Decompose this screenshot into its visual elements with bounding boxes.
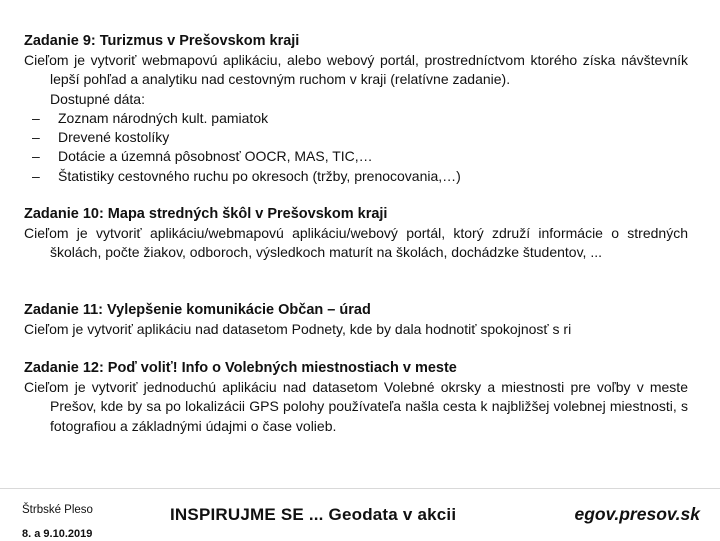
list-item: – Štatistiky cestovného ruchu po okresoch (tržby, prenocovania,…) bbox=[32, 167, 461, 184]
task-11 bbox=[24, 301, 688, 339]
list-item-text: Zoznam národných kult. pamiatok bbox=[58, 109, 269, 126]
task-11-title: Zadanie 11: Vylepšenie komunikácie Občan – úrad bbox=[24, 302, 371, 318]
list-item: – Drevené kostolíky bbox=[32, 129, 170, 146]
task-9-title: Zadanie 9: Turizmus v Prešovskom kraji bbox=[24, 33, 300, 49]
task-9-data-label: Dostupné dáta: bbox=[50, 90, 145, 107]
footer-slogan: INSPIRUJME SE ... Geodata v akcii bbox=[170, 505, 457, 524]
footer-location: Štrbské Pleso bbox=[22, 504, 93, 516]
footer-divider bbox=[0, 488, 720, 489]
task-12-title: Zadanie 12: Poď voliť! Info o Volebných miestnostiach v meste bbox=[24, 360, 457, 376]
task-11-body: Cieľom je vytvoriť aplikáciu nad datasetom Podnety, kde by dala hodnotiť spokojnosť s ri bbox=[24, 321, 572, 337]
task-10-body: Cieľom je vytvoriť aplikáciu/webmapovú aplikáciu/webový portál, ktorý združí informácie o stredných školách, počte žiakov, odboroch, výsledkoch maturít na školách, dochádzke študentov, ... bbox=[24, 225, 688, 261]
footer-event bbox=[22, 503, 93, 541]
list-item-text: Drevené kostolíky bbox=[58, 129, 170, 146]
list-item-text: Štatistiky cestovného ruchu po okresoch (tržby, prenocovania,…) bbox=[58, 167, 461, 184]
task-12 bbox=[24, 359, 688, 436]
footer-website: egov.presov.sk bbox=[574, 504, 700, 524]
task-9 bbox=[24, 32, 688, 186]
list-item: – Dotácie a územná pôsobnosť OOCR, MAS, TIC,… bbox=[32, 148, 373, 165]
task-12-body: Cieľom je vytvoriť jednoduchú aplikáciu nad datasetom Volebné okrsky a miestnosti pre voľby v meste Prešov, kde by sa po lokalizácii GPS polohy používateľa našla cesta k najbližšej volebnej miestnosti, s fotografiou a základnými údajmi o čase volieb. bbox=[24, 379, 688, 434]
footer-dates: 8. a 9.10.2019 bbox=[22, 528, 93, 540]
task-9-body: Cieľom je vytvoriť webmapovú aplikáciu, alebo webový portál, prostredníctvom ktorého získa návštevník lepší pohľad a analytiku nad cestovným ruchom v kraji (relatívne zadanie). bbox=[24, 52, 688, 88]
task-10 bbox=[24, 205, 688, 263]
task-10-title: Zadanie 10: Mapa stredných škôl v Prešovskom kraji bbox=[24, 206, 388, 222]
list-item: – Zoznam národných kult. pamiatok bbox=[32, 109, 269, 126]
list-item-text: Dotácie a územná pôsobnosť OOCR, MAS, TIC,… bbox=[58, 148, 373, 165]
